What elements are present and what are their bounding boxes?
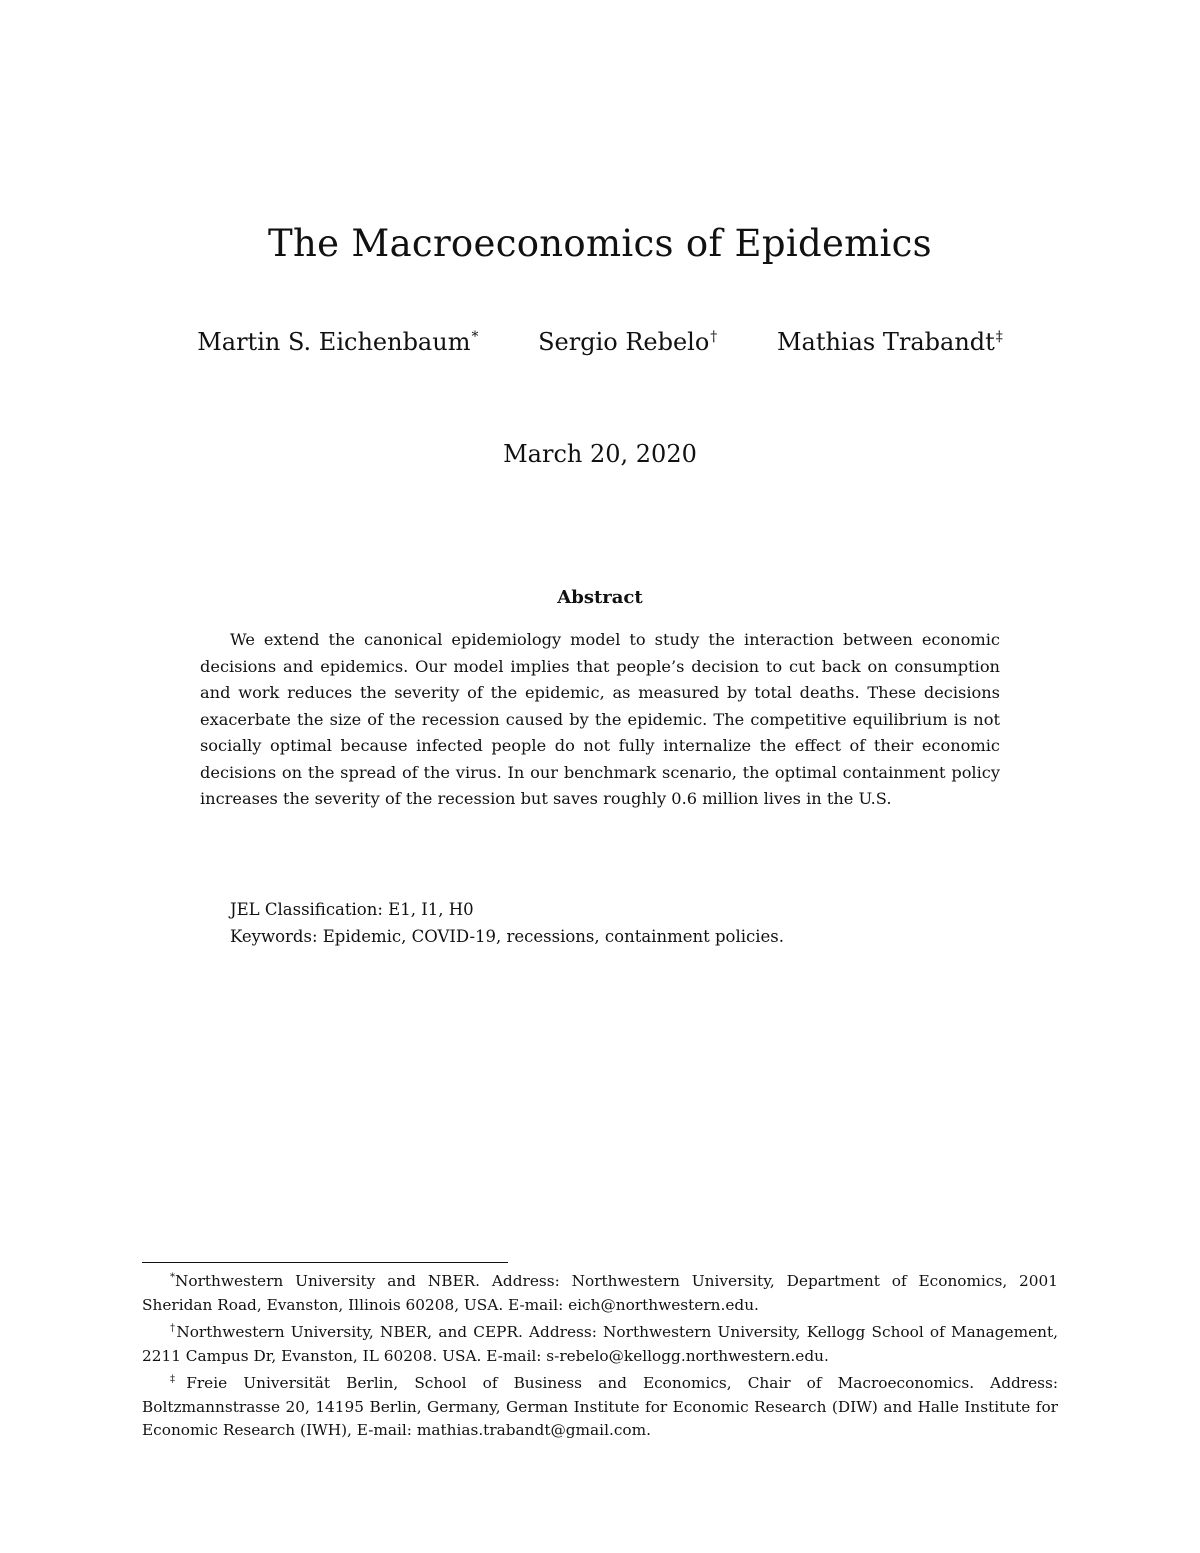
- author-name: Mathias Trabandt: [776, 328, 995, 356]
- abstract-text: We extend the canonical epidemiology model to study the interaction between economic decisions and epidemics. Our model implies that people’s decision to cut back on consumption and work reduces the severity of the epidemic, as measured by total deaths. These decisions exacerbate the size of the recession caused by the epidemic. The competitive equilibrium is not socially optimal because infected people do not fully internalize the effect of their economic decisions on the spread of the virus. In our benchmark scenario, the optimal containment policy increases the severity of the recession but saves roughly 0.6 million lives in the U.S.: [200, 630, 1000, 808]
- footnote-mark: *: [170, 1272, 175, 1283]
- footnote-mark: ‡: [995, 329, 1003, 345]
- footnote-mark: †: [710, 329, 718, 345]
- jel-classification: JEL Classification: E1, I1, H0: [230, 900, 474, 919]
- footnote-mark: ‡: [170, 1374, 187, 1385]
- footnote-rebelo: [142, 1317, 1058, 1368]
- footnote-mark: †: [170, 1323, 177, 1334]
- paper-date: March 20, 2020: [503, 440, 697, 468]
- footnote-eichenbaum: [142, 1266, 1058, 1317]
- classification-block: [230, 896, 990, 950]
- footnote-text: Northwestern University and NBER. Address: Northwestern University, Department of Economics, 2001 Sheridan Road, Evanston, Illinois 60208, USA. E-mail: eich@northwestern.edu.: [142, 1272, 1058, 1314]
- paper-title: The Macroeconomics of Epidemics: [268, 222, 932, 265]
- footnote-mark: *: [471, 329, 479, 345]
- abstract-heading: Abstract: [557, 587, 643, 608]
- author-rebelo: [538, 328, 717, 356]
- author-name: Sergio Rebelo: [538, 328, 710, 356]
- author-eichenbaum: [197, 328, 478, 356]
- author-trabandt: [777, 328, 1003, 356]
- author-list: [0, 328, 1200, 356]
- footnote-trabandt: [142, 1368, 1058, 1443]
- footnote-text: Northwestern University, NBER, and CEPR. Address: Northwestern University, Kellogg School of Management, 2211 Campus Dr, Evanston, IL 60208. USA. E-mail: s-rebelo@kellogg.northwestern.edu.: [142, 1323, 1058, 1365]
- footnote-text: Freie Universität Berlin, School of Business and Economics, Chair of Macroeconomics. Address: Boltzmannstrasse 20, 14195 Berlin, Germany, German Institute for Economic Research (DIW) and Halle Institute for Economic Research (IWH), E-mail: mathias.trabandt@gmail.com.: [142, 1374, 1059, 1439]
- footnotes: [142, 1266, 1058, 1443]
- footnote-divider: [142, 1262, 508, 1263]
- keywords: Keywords: Epidemic, COVID-19, recessions, containment policies.: [230, 927, 785, 946]
- author-name: Martin S. Eichenbaum: [197, 328, 471, 356]
